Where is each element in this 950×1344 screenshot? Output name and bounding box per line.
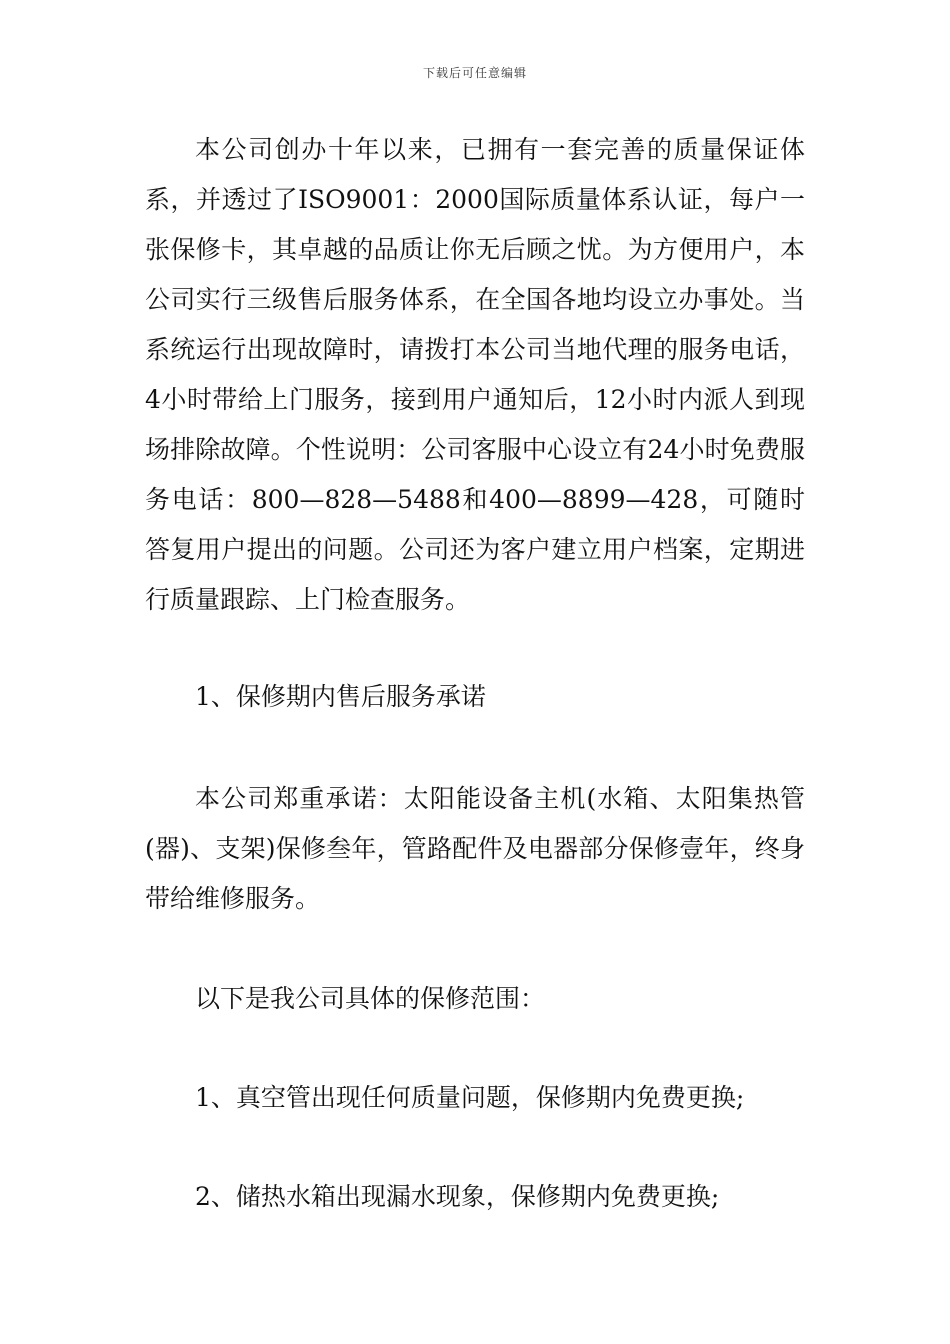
- scope-intro-paragraph: 以下是我公司具体的保修范围：: [195, 984, 546, 1013]
- section-heading-warranty-promise: 1、保修期内售后服务承诺: [195, 682, 486, 711]
- list-item: 2、储热水箱出现漏水现象，保修期内免费更换;: [195, 1182, 720, 1211]
- list-item: 1、真空管出现任何质量问题，保修期内免费更换;: [195, 1083, 745, 1112]
- intro-paragraph: 本公司创办十年以来，已拥有一套完善的质量保证体系，并透过了ISO9001：2000国际质量体系认证，每户一张保修卡，其卓越的品质让你无后顾之忧。为方便用户，本公司实行三级售后服务体系，在全国各地均设立办事处。当系统运行出现故障时，请拨打本公司当地代理的服务电话，4小时带给上门服务，接到用户通知后，12小时内派人到现场排除故障。个性说明：公司客服中心设立有24小时免费服务电话：800—828—5488和400—8899—428，可随时答复用户提出的问题。公司还为客户建立用户档案，定期进行质量跟踪、上门检查服务。: [145, 135, 805, 614]
- promise-paragraph: 本公司郑重承诺：太阳能设备主机(水箱、太阳集热管(器)、支架)保修叁年，管路配件及电器部分保修壹年，终身带给维修服务。: [145, 784, 805, 913]
- page-header: 下载后可任意编辑: [422, 66, 527, 80]
